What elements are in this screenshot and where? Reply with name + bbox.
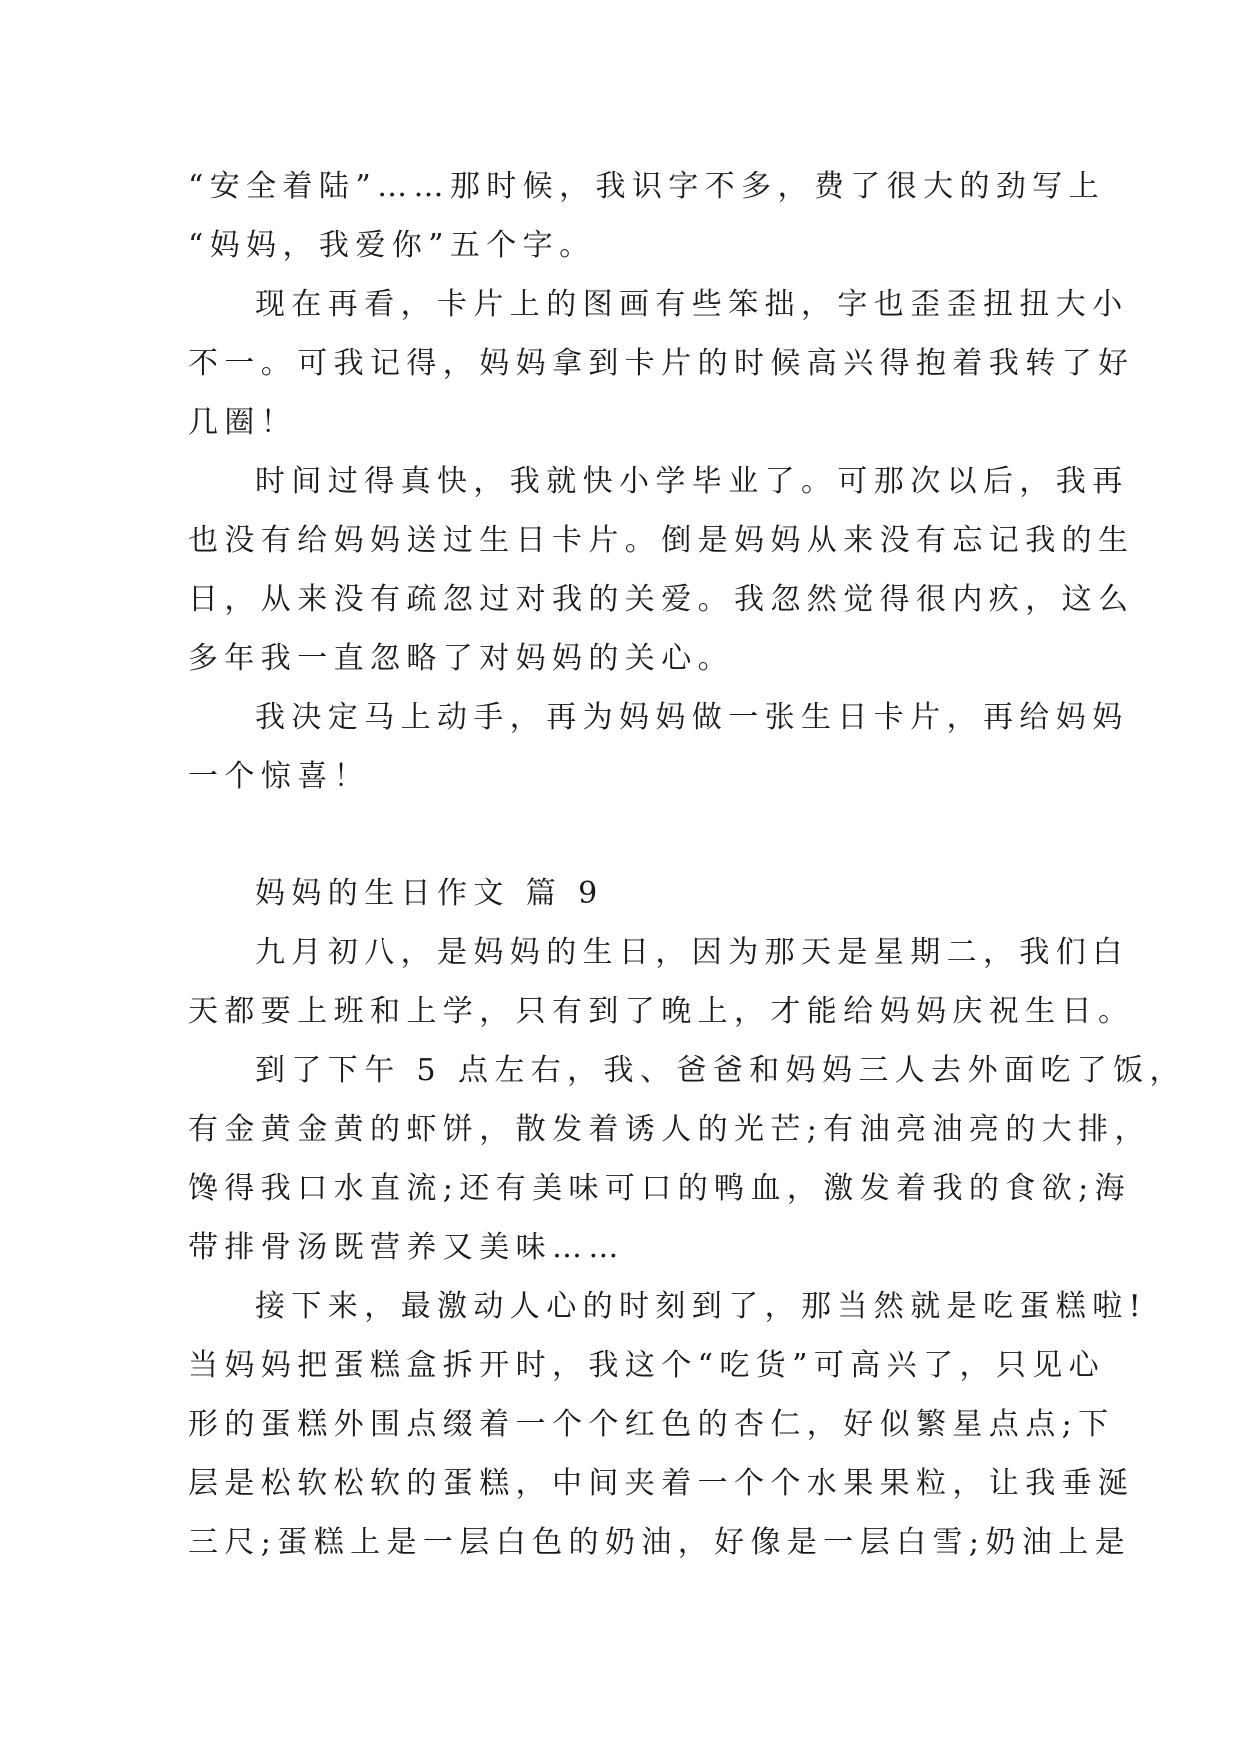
text-line: 也没有给妈妈送过生日卡片。倒是妈妈从来没有忘记我的生 bbox=[188, 523, 1135, 558]
paragraph-start-line: 我决定马上动手，再为妈妈做一张生日卡片，再给妈妈 bbox=[255, 700, 1129, 735]
text-line: 日，从来没有疏忽过对我的关爱。我忽然觉得很内疚，这么 bbox=[188, 582, 1135, 617]
text-line: “妈妈，我爱你”五个字。 bbox=[188, 228, 596, 263]
text-line: 一个惊喜！ bbox=[188, 759, 370, 794]
paragraph-start-line: 到了下午 5 点左右，我、爸爸和妈妈三人去外面吃了饭， bbox=[255, 1053, 1186, 1088]
text-line: 天都要上班和上学，只有到了晚上，才能给妈妈庆祝生日。 bbox=[188, 994, 1135, 1029]
text-line: 形的蛋糕外围点缀着一个个红色的杏仁，好似繁星点点;下 bbox=[188, 1407, 1115, 1442]
text-line: 带排骨汤既营养又美味…… bbox=[188, 1230, 625, 1265]
text-line: 三尺;蛋糕上是一层白色的奶油，好像是一层白雪;奶油上是 bbox=[188, 1525, 1132, 1560]
text-line: 当妈妈把蛋糕盒拆开时，我这个“吃货”可高兴了，只见心 bbox=[188, 1348, 1106, 1383]
text-line: “安全着陆”……那时候，我识字不多，费了很大的劲写上 bbox=[188, 169, 1106, 204]
paragraph-start-line: 时间过得真快，我就快小学毕业了。可那次以后，我再 bbox=[255, 464, 1129, 499]
section-heading: 妈妈的生日作文 篇 9 bbox=[255, 876, 604, 911]
paragraph-start-line: 现在再看，卡片上的图画有些笨拙，字也歪歪扭扭大小 bbox=[255, 287, 1129, 322]
paragraph-start-line: 接下来，最激动人心的时刻到了，那当然就是吃蛋糕啦! bbox=[255, 1289, 1148, 1324]
text-line: 层是松软松软的蛋糕，中间夹着一个个水果果粒，让我垂涎 bbox=[188, 1466, 1135, 1501]
text-line: 几圈！ bbox=[188, 405, 298, 440]
paragraph-start-line: 九月初八，是妈妈的生日，因为那天是星期二，我们白 bbox=[255, 935, 1129, 970]
text-line: 有金黄金黄的虾饼，散发着诱人的光芒;有油亮油亮的大排， bbox=[188, 1112, 1151, 1147]
text-line: 馋得我口水直流;还有美味可口的鸭血，激发着我的食欲;海 bbox=[188, 1171, 1132, 1206]
text-line: 多年我一直忽略了对妈妈的关心。 bbox=[188, 641, 734, 676]
text-line: 不一。可我记得，妈妈拿到卡片的时候高兴得抱着我转了好 bbox=[188, 346, 1135, 381]
